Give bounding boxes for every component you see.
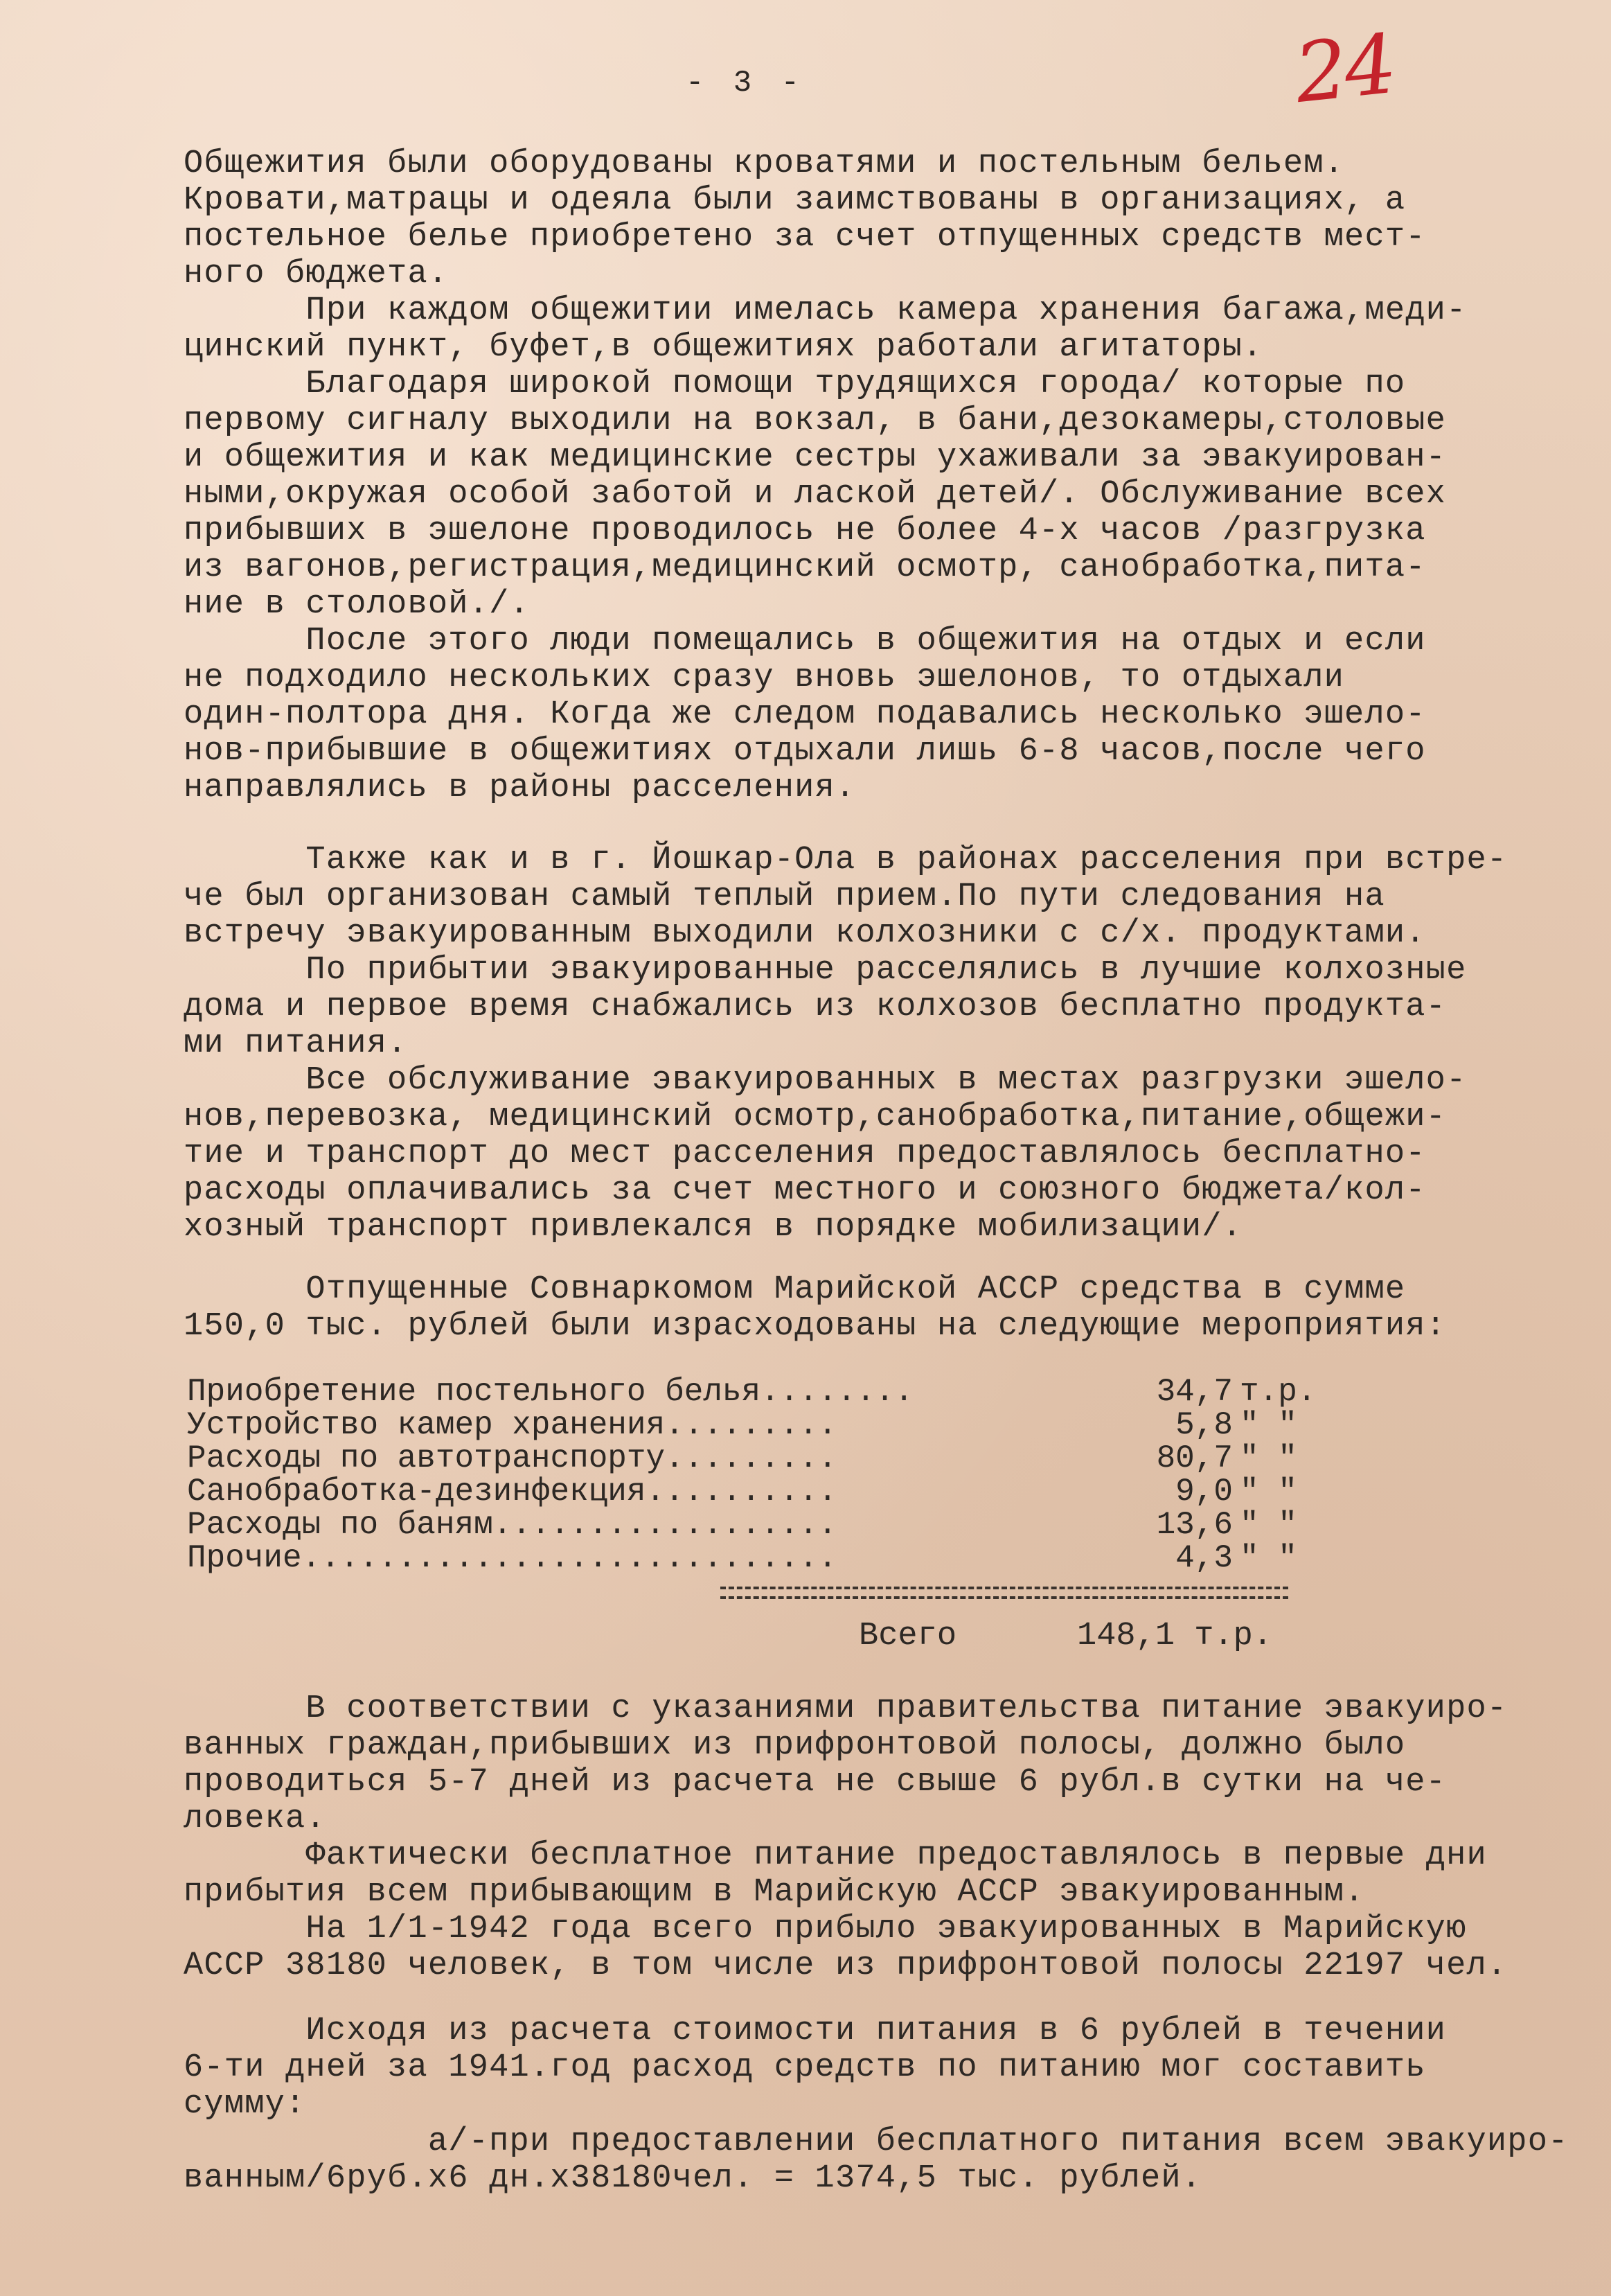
paragraph-food-provision: В соответствии с указаниями правительства питание эвакуиро- ванных граждан,прибывших из прифронтовой полосы, должно было проводиться 5-7 дней из расчета не свыше 6 рубл.в сутки на че- ловека. Фактически бесплатное питание предоставлялось в первые дни прибытия всем прибывающим в Марийскую АССР эвакуированным. На 1/1-1942 года всего прибыло эвакуированных в Марийскую АССР 38180 человек, в том числе из прифронтовой полосы 22197 чел. — [184, 1690, 1508, 1984]
budget-row-label: Санобработка-дезинфекция.......... — [187, 1474, 837, 1510]
budget-total-label: Всего — [859, 1618, 957, 1654]
budget-row — [187, 1540, 1297, 1576]
budget-row-unit: " " — [1240, 1540, 1297, 1576]
budget-row-label: Прочие............................ — [187, 1540, 837, 1576]
budget-row-amount: 34,7 — [1156, 1374, 1233, 1410]
budget-total-value: 148,1 т.р. — [1077, 1618, 1273, 1654]
budget-row-label: Расходы по автотранспорту......... — [187, 1440, 837, 1476]
budget-row — [187, 1440, 1297, 1476]
paragraph-funds-intro: Отпущенные Совнаркомом Марийской АССР средства в сумме 150,0 тыс. рублей были израсходованы на следующие мероприятия: — [184, 1271, 1447, 1345]
page-number: - 3 - — [686, 66, 806, 100]
budget-row-amount: 4,3 — [1175, 1540, 1233, 1576]
paragraph-calculation-a: а/-при предоставлении бесплатного питания всем эвакуиро- ванным/6руб.х6 дн.х38180чел. = 1374,5 тыс. рублей. — [184, 2123, 1569, 2197]
budget-row-amount: 5,8 — [1175, 1407, 1233, 1443]
budget-row — [187, 1507, 1297, 1543]
budget-row — [187, 1374, 1317, 1410]
budget-row-amount: 9,0 — [1175, 1474, 1233, 1510]
total-divider — [720, 1587, 1288, 1599]
budget-row-unit: " " — [1240, 1474, 1297, 1510]
budget-row-unit: " " — [1240, 1440, 1297, 1476]
budget-row-label: Устройство камер хранения......... — [187, 1407, 837, 1443]
paragraph-dormitories: Общежития были оборудованы кроватями и постельным бельем. Кровати,матрацы и одеяла были заимствованы в организациях, а постельное белье приобретено за счет отпущенных средств мест- ного бюджета. При каждом общежитии имелась камера хранения багажа,меди- цинский пункт, буфет,в общежитиях работали агитаторы. Благодаря широкой помощи трудящихся города/ которые по первому сигналу выходили на вокзал, в бани,дезокамеры,столовые и общежития и как медицинские сестры ухаживали за эвакуирован- ными,окружая особой заботой и лаской детей/. Обслуживание всех прибывших в эшелоне проводилось не более 4-х часов /разгрузка из вагонов,регистрация,медицинский осмотр, санобработка,пита- ние в столовой./. После этого люди помещались в общежития на отдых и если не подходило нескольких сразу вновь эшелонов, то отдыхали один-полтора дня. Когда же следом подавались несколько эшело- нов-прибывшие в общежитиях отдыхали лишь 6-8 часов,после чего направлялись в районы расселения. — [184, 145, 1467, 806]
paragraph-resettlement: Также как и в г. Йошкар-Ола в районах расселения при встре- че был организован самый теплый прием.По пути следования на встречу эвакуированным выходили колхозники с с/х. продуктами. По прибытии эвакуированные расселялись в лучшие колхозные дома и первое время снабжались из колхозов бесплатно продукта- ми питания. Все обслуживание эвакуированных в местах разгрузки эшело- нов,перевозка, медицинский осмотр,санобработка,питание,общежи- тие и транспорт до мест расселения предоставлялось бесплатно- расходы оплачивались за счет местного и союзного бюджета/кол- хозный транспорт привлекался в порядке мобилизации/. — [184, 842, 1508, 1246]
budget-row-unit: " " — [1240, 1407, 1297, 1443]
budget-row — [187, 1474, 1297, 1510]
budget-row-amount: 13,6 — [1156, 1507, 1233, 1543]
budget-table — [187, 1374, 1317, 1576]
budget-row-unit: " " — [1240, 1507, 1297, 1543]
budget-row-unit: т.р. — [1240, 1374, 1317, 1410]
budget-row-label: Расходы по баням.................. — [187, 1507, 837, 1543]
archive-folio-number: 24 — [1290, 15, 1398, 122]
budget-row-amount: 80,7 — [1156, 1440, 1233, 1476]
budget-row-label: Приобретение постельного белья........ — [187, 1374, 914, 1410]
budget-row — [187, 1407, 1297, 1443]
paragraph-cost-calculation: Исходя из расчета стоимости питания в 6 рублей в течении 6-ти дней за 1941.год расход средств по питанию мог составить сумму: — [184, 2013, 1447, 2123]
